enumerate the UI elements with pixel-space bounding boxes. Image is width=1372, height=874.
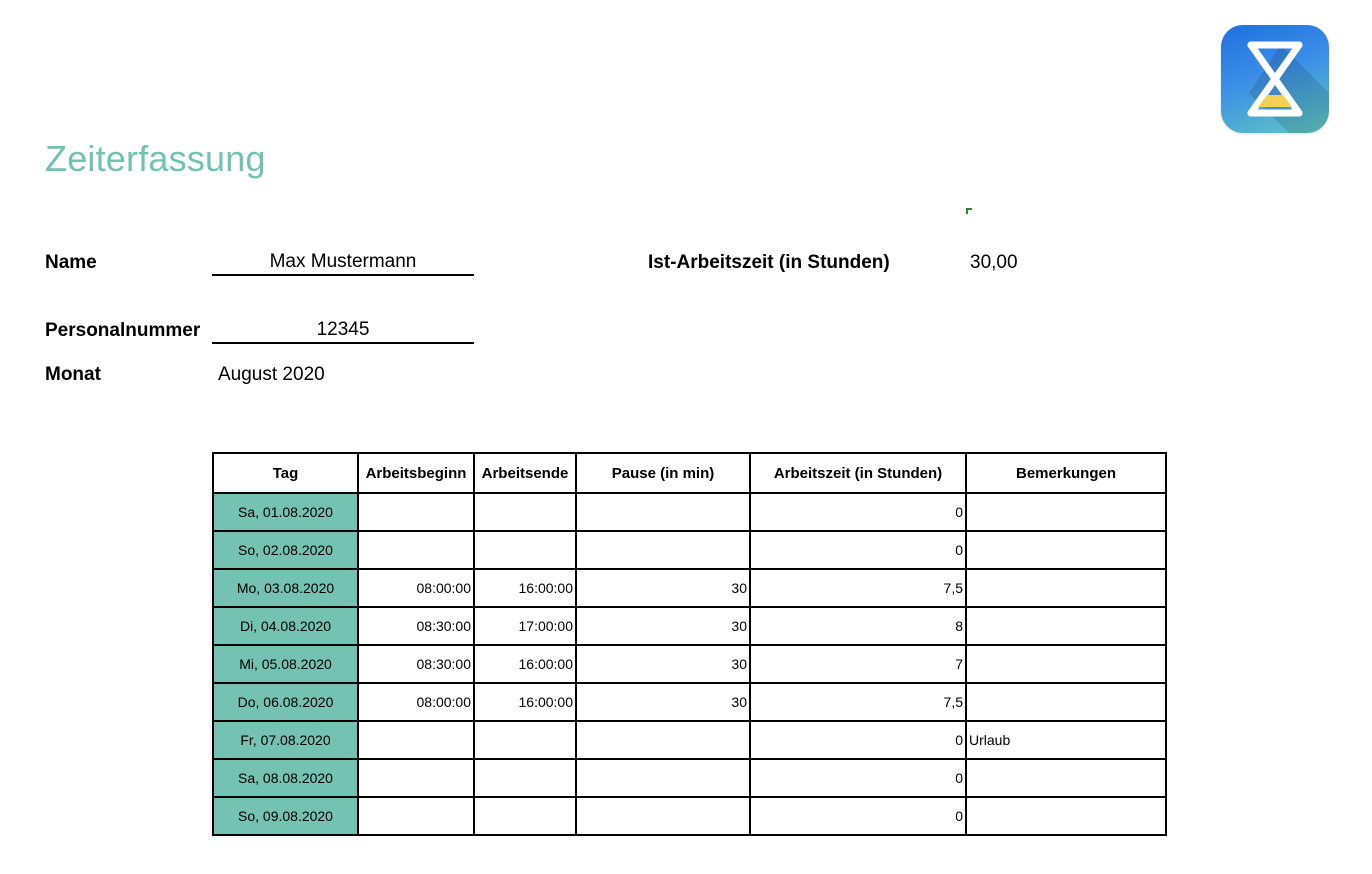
header-tag: Tag bbox=[213, 453, 358, 493]
table-row bbox=[213, 797, 1166, 835]
time-tracking-table bbox=[212, 452, 1167, 836]
day-cell: Sa, 08.08.2020 bbox=[213, 759, 358, 797]
table-row bbox=[213, 607, 1166, 645]
header-notes: Bemerkungen bbox=[966, 453, 1166, 493]
header-end: Arbeitsende bbox=[474, 453, 576, 493]
start-cell[interactable] bbox=[358, 493, 474, 531]
start-cell[interactable] bbox=[358, 531, 474, 569]
pause-cell[interactable] bbox=[576, 797, 750, 835]
cell-marker bbox=[966, 208, 972, 214]
note-cell[interactable] bbox=[966, 607, 1166, 645]
end-cell[interactable] bbox=[474, 759, 576, 797]
day-cell: Do, 06.08.2020 bbox=[213, 683, 358, 721]
end-cell[interactable]: 16:00:00 bbox=[474, 683, 576, 721]
pause-cell[interactable]: 30 bbox=[576, 645, 750, 683]
table-row bbox=[213, 645, 1166, 683]
personnel-number-label: Personalnummer bbox=[45, 320, 201, 341]
actual-hours-label: Ist-Arbeitszeit (in Stunden) bbox=[648, 252, 890, 273]
hours-cell: 7 bbox=[750, 645, 966, 683]
end-cell[interactable] bbox=[474, 531, 576, 569]
month-value: August 2020 bbox=[218, 364, 325, 385]
note-cell[interactable] bbox=[966, 569, 1166, 607]
start-cell[interactable]: 08:30:00 bbox=[358, 607, 474, 645]
hours-cell: 0 bbox=[750, 797, 966, 835]
actual-hours-value: 30,00 bbox=[970, 252, 1018, 273]
note-cell[interactable] bbox=[966, 797, 1166, 835]
hours-cell: 0 bbox=[750, 721, 966, 759]
end-cell[interactable]: 16:00:00 bbox=[474, 645, 576, 683]
end-cell[interactable] bbox=[474, 797, 576, 835]
note-cell[interactable]: Urlaub bbox=[966, 721, 1166, 759]
note-cell[interactable] bbox=[966, 759, 1166, 797]
hourglass-app-icon bbox=[1221, 25, 1329, 133]
note-cell[interactable] bbox=[966, 493, 1166, 531]
hours-cell: 0 bbox=[750, 759, 966, 797]
day-cell: Sa, 01.08.2020 bbox=[213, 493, 358, 531]
table-row bbox=[213, 721, 1166, 759]
start-cell[interactable] bbox=[358, 721, 474, 759]
month-label: Monat bbox=[45, 364, 101, 385]
day-cell: Di, 04.08.2020 bbox=[213, 607, 358, 645]
hours-cell: 8 bbox=[750, 607, 966, 645]
pause-cell[interactable] bbox=[576, 759, 750, 797]
personnel-number-field[interactable]: 12345 bbox=[212, 318, 474, 344]
table-row bbox=[213, 493, 1166, 531]
hours-cell: 7,5 bbox=[750, 683, 966, 721]
day-cell: Mo, 03.08.2020 bbox=[213, 569, 358, 607]
table-row bbox=[213, 531, 1166, 569]
start-cell[interactable] bbox=[358, 759, 474, 797]
name-label: Name bbox=[45, 252, 97, 273]
day-cell: Fr, 07.08.2020 bbox=[213, 721, 358, 759]
pause-cell[interactable]: 30 bbox=[576, 607, 750, 645]
hours-cell: 7,5 bbox=[750, 569, 966, 607]
note-cell[interactable] bbox=[966, 645, 1166, 683]
pause-cell[interactable] bbox=[576, 531, 750, 569]
table-row bbox=[213, 759, 1166, 797]
start-cell[interactable]: 08:30:00 bbox=[358, 645, 474, 683]
start-cell[interactable]: 08:00:00 bbox=[358, 683, 474, 721]
note-cell[interactable] bbox=[966, 531, 1166, 569]
header-pause: Pause (in min) bbox=[576, 453, 750, 493]
pause-cell[interactable]: 30 bbox=[576, 683, 750, 721]
day-cell: So, 09.08.2020 bbox=[213, 797, 358, 835]
pause-cell[interactable]: 30 bbox=[576, 569, 750, 607]
end-cell[interactable]: 17:00:00 bbox=[474, 607, 576, 645]
table-row bbox=[213, 683, 1166, 721]
table-row bbox=[213, 569, 1166, 607]
pause-cell[interactable] bbox=[576, 493, 750, 531]
header-start: Arbeitsbeginn bbox=[358, 453, 474, 493]
hours-cell: 0 bbox=[750, 493, 966, 531]
note-cell[interactable] bbox=[966, 683, 1166, 721]
end-cell[interactable] bbox=[474, 493, 576, 531]
page-title: Zeiterfassung bbox=[45, 138, 266, 179]
day-cell: So, 02.08.2020 bbox=[213, 531, 358, 569]
end-cell[interactable] bbox=[474, 721, 576, 759]
start-cell[interactable] bbox=[358, 797, 474, 835]
end-cell[interactable]: 16:00:00 bbox=[474, 569, 576, 607]
start-cell[interactable]: 08:00:00 bbox=[358, 569, 474, 607]
day-cell: Mi, 05.08.2020 bbox=[213, 645, 358, 683]
hourglass-icon bbox=[1221, 25, 1329, 133]
header-hours: Arbeitszeit (in Stunden) bbox=[750, 453, 966, 493]
pause-cell[interactable] bbox=[576, 721, 750, 759]
table-header-row bbox=[213, 453, 1166, 493]
name-field[interactable]: Max Mustermann bbox=[212, 250, 474, 276]
hours-cell: 0 bbox=[750, 531, 966, 569]
